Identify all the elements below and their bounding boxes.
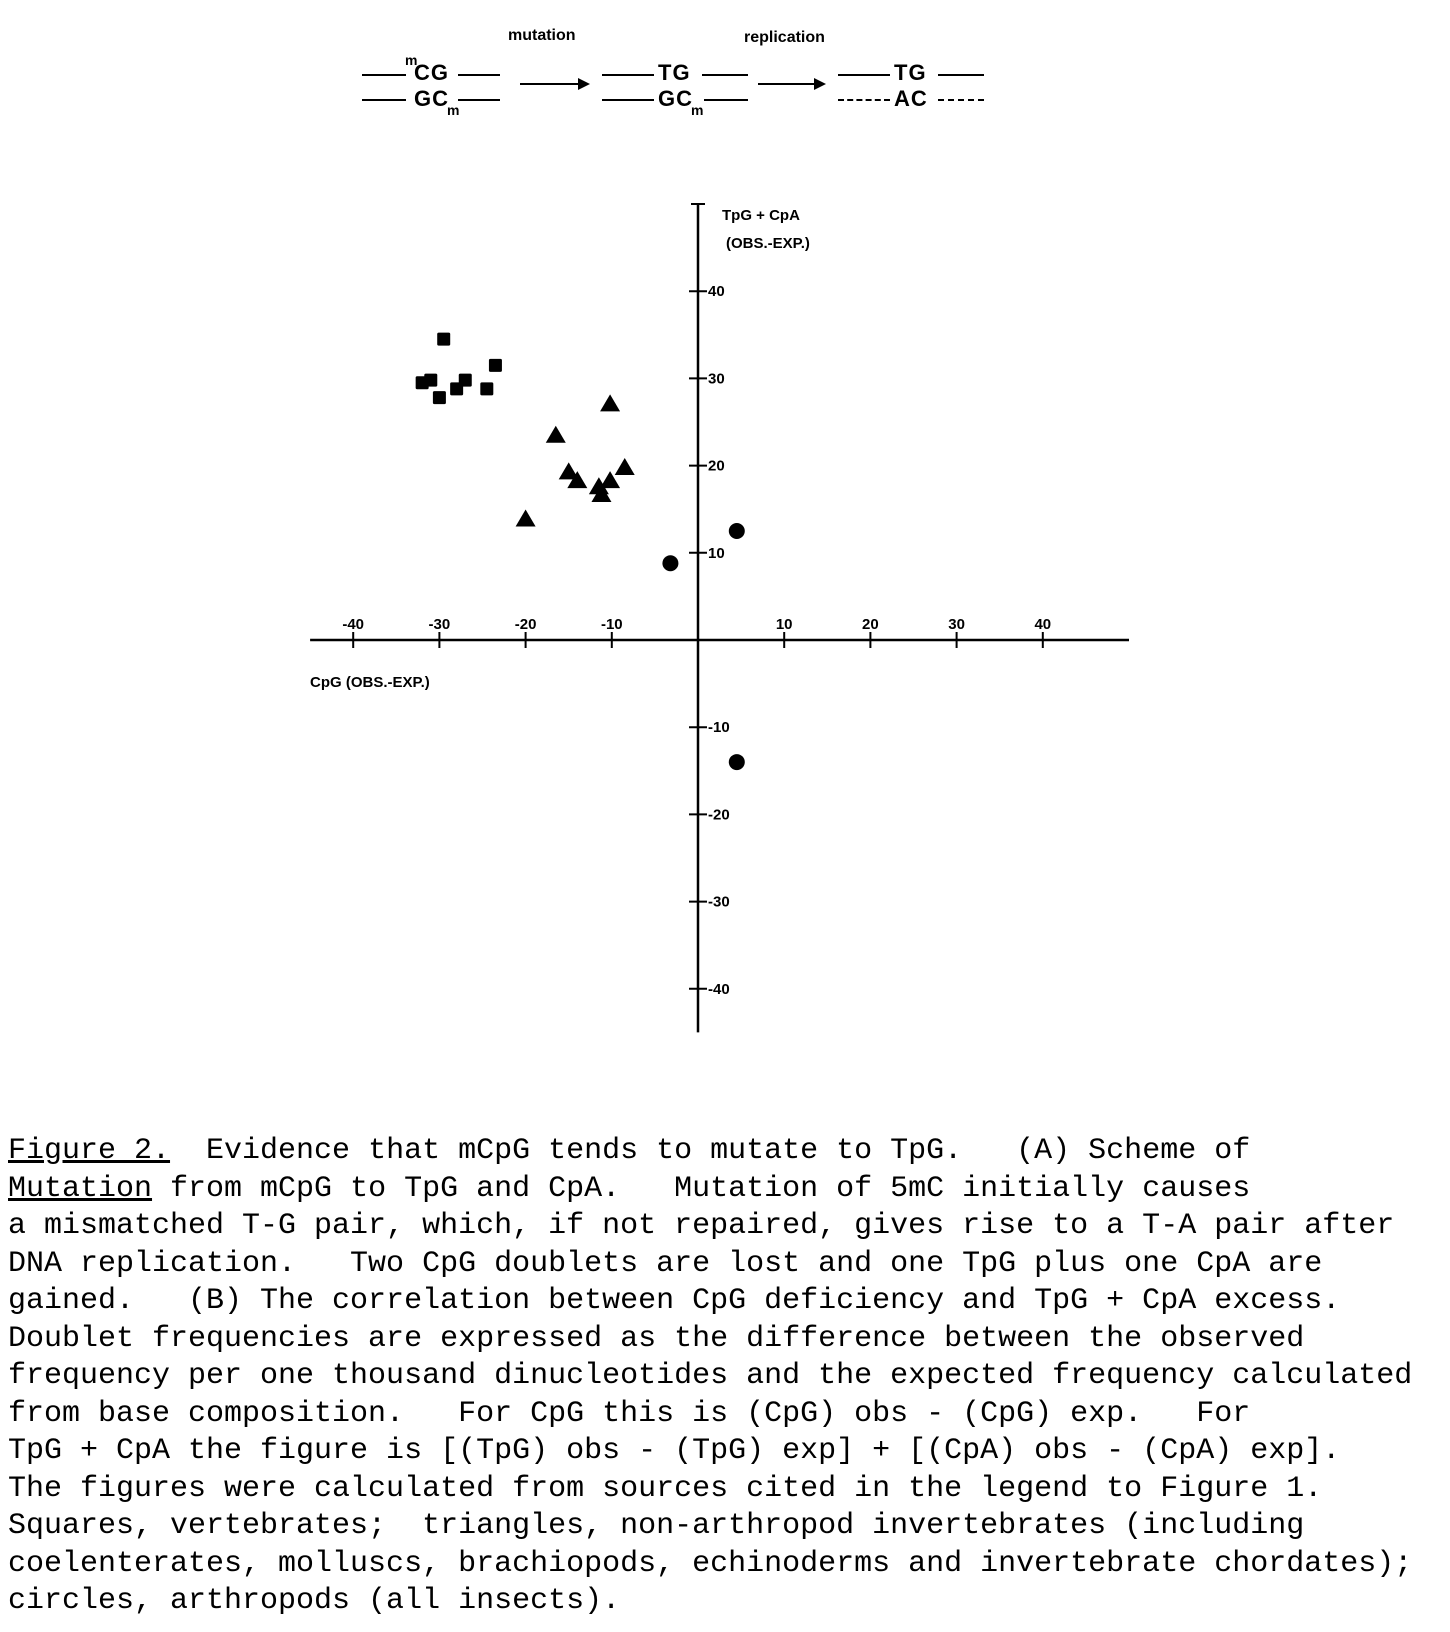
caption-line: circles, arthropods (all insects).: [8, 1584, 621, 1618]
strand-line: [704, 99, 748, 101]
x-tick-label: -20: [514, 616, 537, 633]
y-tick-label: 20: [708, 457, 725, 475]
caption-line: coelenterates, molluscs, brachiopods, echinoderms and invertebrate chordates);: [8, 1546, 1413, 1581]
new-strand-line: [938, 99, 984, 101]
square-point: [450, 382, 463, 395]
triangle-point: [615, 458, 635, 475]
x-tick-label: 40: [1034, 616, 1052, 633]
stage3-bottom-bases: AC: [894, 86, 928, 111]
x-tick-label: -40: [342, 616, 365, 633]
mutation-arrow: [520, 83, 588, 85]
data-points: [416, 333, 745, 770]
caption-line: DNA replication. Two CpG doublets are lost and one TpG plus one CpA are: [8, 1246, 1323, 1281]
stage3-top-bases: TG: [894, 60, 927, 85]
caption-line: The figures were calculated from sources cited in the legend to Figure 1.: [8, 1471, 1323, 1506]
stage1-top-bases: CG: [414, 60, 449, 85]
x-tick-label: 20: [862, 616, 879, 633]
strand-line: [362, 99, 406, 101]
strand-line: [702, 74, 748, 76]
y-axis-label: TpG + CpA: [722, 207, 800, 224]
caption-text: Evidence that mCpG tends to mutate to TpG. (A) Scheme of: [170, 1134, 1251, 1168]
strand-line: [458, 74, 500, 76]
strand-line: [938, 74, 984, 76]
x-tick-label: 30: [948, 616, 965, 633]
square-point: [437, 333, 450, 346]
y-tick-label: 10: [708, 544, 725, 562]
caption-line: a mismatched T-G pair, which, if not repaired, gives rise to a T-A pair after: [8, 1209, 1395, 1243]
y-tick-label: -40: [708, 980, 730, 998]
caption-line: [8, 1171, 1448, 1209]
strand-line: [458, 99, 500, 101]
caption-line: [8, 1133, 1448, 1171]
caption-text: from mCpG to TpG and CpA. Mutation of 5mC initially causes: [152, 1171, 1251, 1206]
circle-point: [662, 555, 678, 571]
caption-line: from base composition. For CpG this is (CpG) obs - (CpG) exp. For: [8, 1396, 1251, 1431]
stage2-top-bases: TG: [658, 60, 691, 85]
figure-label: Figure 2.: [8, 1134, 171, 1168]
replication-arrow: [758, 83, 824, 85]
mutation-label: mutation: [508, 27, 576, 44]
triangle-point: [516, 509, 536, 526]
y-tick-label: -30: [708, 893, 730, 911]
x-axis-label: CpG (OBS.-EXP.): [310, 674, 430, 691]
strand-line: [838, 74, 890, 76]
y-tick-label: -20: [708, 806, 730, 824]
circle-point: [729, 754, 745, 770]
stage1-bottom-bases: GC: [414, 86, 449, 111]
y-axis-label-units: (OBS.-EXP.): [726, 235, 810, 252]
figure-caption: [8, 1133, 1448, 1621]
methyl-mark: m: [405, 52, 418, 68]
methyl-mark: m: [691, 102, 704, 118]
strand-line: [602, 74, 654, 76]
x-tick-label: 10: [775, 616, 793, 633]
strand-line: [602, 99, 654, 101]
triangle-point: [600, 394, 620, 411]
y-tick-label: 40: [708, 283, 725, 301]
strand-line: [362, 74, 406, 76]
square-point: [433, 391, 446, 404]
y-tick-label: 30: [708, 370, 725, 388]
caption-line: gained. (B) The correlation between CpG deficiency and TpG + CpA excess.: [8, 1284, 1341, 1318]
square-point: [480, 382, 493, 395]
mutation-scheme: [0, 0, 1450, 140]
caption-line: Doublet frequencies are expressed as the difference between the observed: [8, 1321, 1305, 1356]
triangle-point: [546, 426, 566, 443]
circle-point: [729, 523, 745, 539]
stage2-bottom-bases: GC: [658, 86, 693, 111]
caption-underlined-word: Mutation: [8, 1171, 153, 1206]
scatter-chart: [0, 190, 1450, 1060]
caption-line: TpG + CpA the figure is [(TpG) obs - (TpG) exp] + [(CpA) obs - (CpA) exp].: [8, 1434, 1341, 1468]
square-point: [489, 359, 502, 372]
caption-line: Squares, vertebrates; triangles, non-arthropod invertebrates (including: [8, 1509, 1305, 1543]
new-strand-line: [838, 99, 890, 101]
square-point: [424, 374, 437, 387]
caption-line: frequency per one thousand dinucleotides and the expected frequency calculated: [8, 1359, 1413, 1393]
methyl-mark: m: [447, 102, 460, 118]
replication-label: replication: [744, 29, 825, 46]
y-tick-label: -10: [708, 719, 730, 737]
x-tick-label: -30: [428, 616, 451, 633]
x-tick-label: -10: [600, 616, 623, 633]
